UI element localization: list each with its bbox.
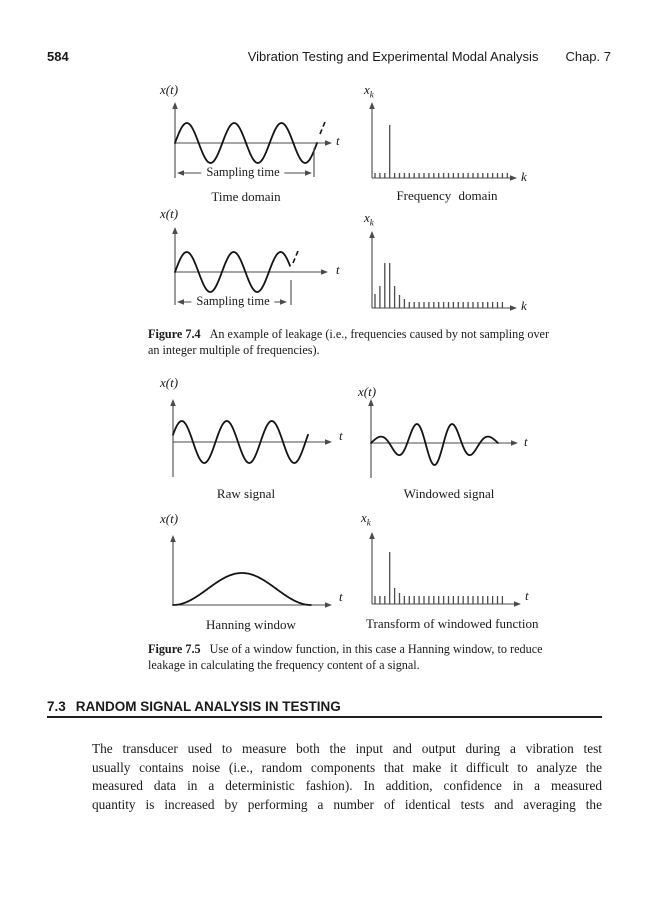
y-axis-arrowhead [170, 399, 176, 406]
ylabel-main: x [361, 510, 367, 525]
sampling-right-arrowhead [280, 299, 287, 305]
ylabel-main: x [364, 82, 370, 97]
signal-curve [173, 573, 311, 605]
xlabel-time-domain: t [336, 133, 340, 148]
ylabel-windowed-signal: x(t) [358, 384, 377, 399]
x-axis-arrowhead [325, 439, 332, 445]
header-right [248, 49, 611, 64]
caption-hanning-window: Hanning window [206, 617, 296, 632]
sampling-right-arrowhead [305, 170, 312, 176]
ylabel-hanning-window: x(t) [160, 511, 179, 526]
ylabel-frequency-leak [364, 211, 374, 230]
x-axis-arrowhead [321, 269, 328, 275]
x-axis-arrowhead [514, 601, 521, 607]
figure-label: Figure 7.5 [148, 642, 201, 656]
signal-curve [371, 424, 498, 465]
dashed-continuation [320, 122, 325, 134]
body-line: quantity is increased by performing a number of identical tests and averaging the [92, 797, 602, 813]
figure-label: Figure 7.4 [148, 327, 201, 341]
page-header [47, 49, 611, 64]
y-axis-arrowhead [170, 535, 176, 542]
body-line: measured data in a deterministic fashion). In addition, confidence in a measured [92, 778, 602, 794]
caption-windowed-signal: Windowed signal [403, 486, 495, 501]
header-chapter: Chap. 7 [565, 49, 611, 64]
section-heading [47, 699, 341, 714]
x-axis-arrowhead [325, 140, 332, 146]
y-axis-arrowhead [369, 532, 375, 539]
sampling-time-annotation: Sampling time [201, 166, 284, 179]
caption-time-domain: Time domain [211, 189, 281, 204]
xlabel-time-leak: t [336, 262, 340, 277]
x-axis-arrowhead [511, 440, 518, 446]
plot-frequency-domain-canvas [365, 98, 527, 183]
ylabel-sub: k [369, 89, 374, 100]
ylabel-raw-signal: x(t) [160, 375, 179, 390]
body-line: usually contains noise (i.e., random components that make it difficult to analyze the [92, 759, 602, 775]
dashed-continuation [293, 251, 298, 263]
caption-frequency-domain: Frequency domain [396, 188, 498, 203]
sampling-left-arrowhead [177, 299, 184, 305]
plot-hanning-window-canvas [166, 528, 352, 612]
y-axis-arrowhead [369, 102, 375, 109]
ylabel-time-leak: x(t) [160, 206, 179, 221]
plot-transform-canvas [365, 526, 533, 612]
plot-raw-signal-canvas [166, 393, 348, 485]
ylabel-frequency-domain [364, 83, 374, 102]
x-axis-arrowhead [325, 602, 332, 608]
x-axis-arrowhead [510, 175, 517, 181]
ylabel-transform [361, 511, 371, 530]
ylabel-main: x [364, 210, 370, 225]
y-axis-arrowhead [172, 102, 178, 109]
xlabel-frequency-domain: k [521, 169, 527, 184]
figure-caption-text-line2: leakage in calculating the frequency content of a signal. [148, 657, 420, 672]
xlabel-transform: t [525, 588, 529, 603]
section-number: 7.3 [47, 699, 66, 714]
xlabel-hanning-window: t [339, 589, 343, 604]
section-rule [47, 716, 602, 718]
figure-caption-text-line2: an integer multiple of frequencies). [148, 342, 320, 357]
xlabel-windowed-signal: t [524, 434, 528, 449]
ylabel-time-domain: x(t) [160, 82, 179, 97]
body-line: The transducer used to measure both the input and output during a vibration test [92, 741, 602, 756]
figure-7-5-caption [148, 642, 554, 673]
x-axis-arrowhead [510, 305, 517, 311]
figure-caption-text: An example of leakage (i.e., frequencies caused by not sampling over [209, 327, 550, 341]
body-paragraph [92, 740, 602, 815]
ylabel-sub: k [366, 517, 371, 528]
caption-raw-signal: Raw signal [216, 486, 276, 501]
y-axis-arrowhead [172, 227, 178, 234]
page-number: 584 [47, 49, 69, 64]
plot-windowed-signal-canvas [364, 393, 532, 485]
caption-transform: Transform of windowed function [366, 616, 539, 631]
figure-7-4-caption [148, 327, 554, 358]
xlabel-raw-signal: t [339, 428, 343, 443]
ylabel-sub: k [369, 217, 374, 228]
section-title: RANDOM SIGNAL ANALYSIS IN TESTING [75, 699, 341, 714]
figure-caption-text: Use of a window function, in this case a Hanning window, to reduce [209, 642, 543, 656]
xlabel-frequency-leak: k [521, 298, 527, 313]
header-title: Vibration Testing and Experimental Modal Analysis [247, 49, 539, 64]
sampling-time-annotation: Sampling time [191, 295, 274, 308]
y-axis-arrowhead [369, 231, 375, 238]
sampling-left-arrowhead [177, 170, 184, 176]
plot-frequency-leak-canvas [365, 223, 527, 315]
y-axis-arrowhead [368, 399, 374, 406]
